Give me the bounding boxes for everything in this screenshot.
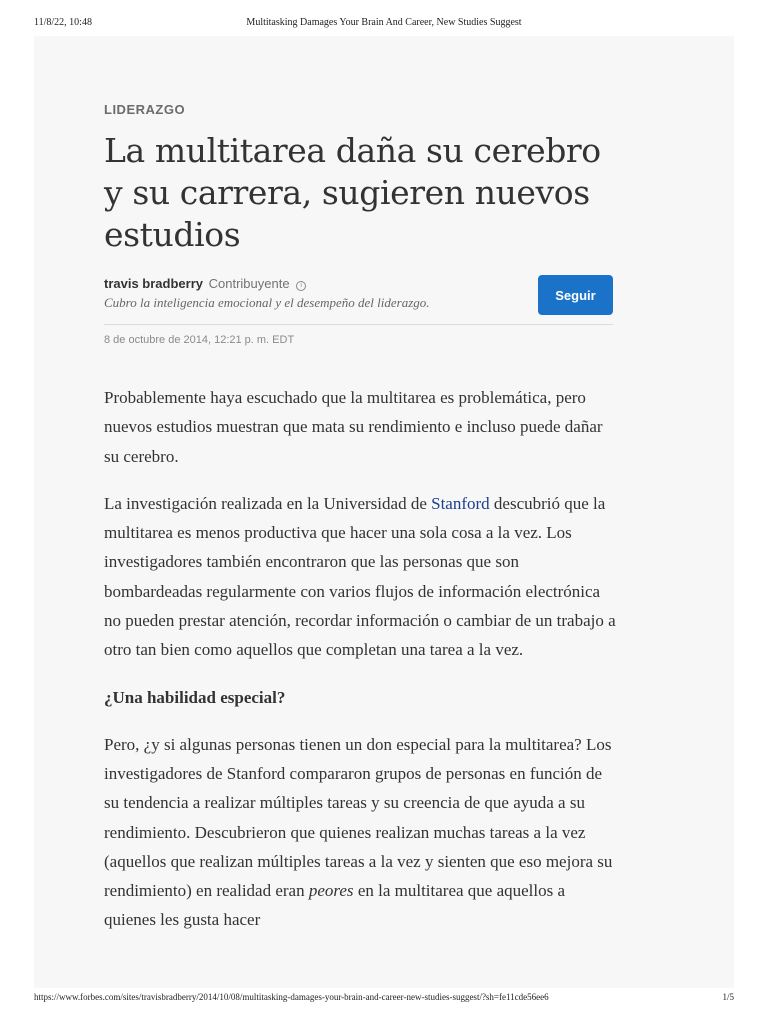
- paragraph-1: Probablemente haya escuchado que la multitarea es problemática, pero nuevos estudios muestran que mata su rendimiento e incluso puede dañar su cerebro.: [104, 388, 603, 466]
- author-role: Contribuyente: [208, 276, 290, 291]
- paragraph-3-text-start: Pero, ¿y si algunas personas tienen un don especial para la multitarea? Los investigadores de Stanford compararon grupos de personas en función de su tendencia a realizar múltiples tareas y su creencia de que ayuda a su rendimiento. Descubrieron que quienes realizan muchas tareas a la vez (aquellos que realizan múltiples tareas a la vez y sienten que eso mejora su rendimiento) en realidad eran: [104, 734, 613, 901]
- paragraph-3: [104, 730, 616, 935]
- emphasis-word: peores: [308, 881, 354, 901]
- print-page-number: 1/5: [722, 992, 734, 1002]
- paragraph-2: [104, 489, 616, 665]
- article-headline: La multitarea daña su cerebro y su carrera, sugieren nuevos estudios: [104, 131, 601, 254]
- follow-button[interactable]: Seguir: [538, 275, 613, 315]
- author-bio: Cubro la inteligencia emocional y el desempeño del liderazgo.: [104, 295, 430, 310]
- article-body: [104, 383, 616, 953]
- print-page-title: Multitasking Damages Your Brain And Career, New Studies Suggest: [246, 17, 522, 28]
- author-name[interactable]: travis bradberry: [104, 276, 203, 291]
- article-category[interactable]: LIDERAZGO: [104, 102, 186, 117]
- print-url: https://www.forbes.com/sites/travisbradberry/2014/10/08/multitasking-damages-your-brain-and-career-new-studies-suggest/?sh=fe11cde56ee6: [34, 992, 549, 1002]
- publish-date: 8 de octubre de 2014, 12:21 p. m. EDT: [104, 334, 295, 346]
- paragraph-2-text-start: La investigación realizada en la Universidad de: [104, 493, 432, 513]
- print-header: [0, 15, 768, 31]
- article-page: [34, 36, 734, 988]
- print-datetime: 11/8/22, 10:48: [34, 17, 92, 28]
- paragraph-2-text-end: descubrió que la multitarea es menos productiva que hacer una sola cosa a la vez. Los investigadores también encontraron que las personas que son bombardeadas regularmente con varios flujos de información electrónica no pueden prestar atención, recordar información o cambiar de un trabajo a otro tan bien como aquellos que completan una tarea a la vez.: [104, 493, 616, 660]
- divider: [104, 324, 613, 325]
- stanford-link[interactable]: Stanford: [431, 493, 490, 513]
- info-icon[interactable]: i: [296, 281, 306, 291]
- paragraph-3-text-end: en la multitarea que aquellos a quienes les gusta hacer: [104, 881, 566, 930]
- section-subheading: ¿Una habilidad especial?: [104, 687, 286, 707]
- print-footer: [0, 992, 768, 1006]
